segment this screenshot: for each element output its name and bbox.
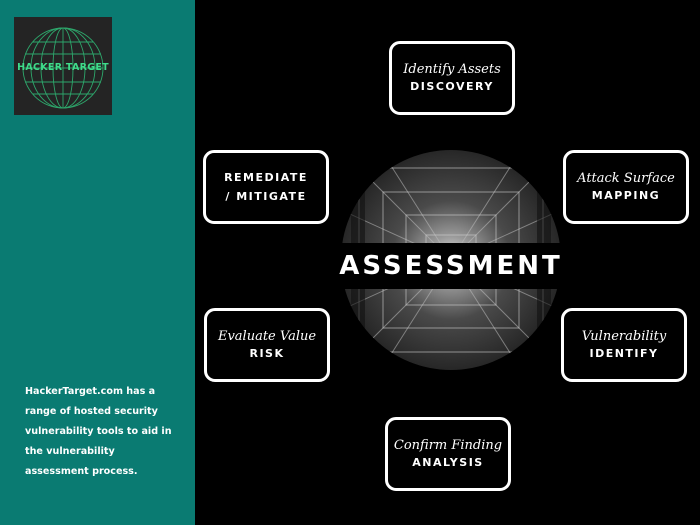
stage-remediate-line2: / MITIGATE <box>225 190 307 203</box>
stage-discovery-caption: DISCOVERY <box>410 80 494 93</box>
stage-analysis-caption: ANALYSIS <box>412 456 484 469</box>
stage-identify-caption: IDENTIFY <box>589 347 659 360</box>
sidebar-description: HackerTarget.com has a range of hosted security vulnerability tools to aid in the vulnerability assessment process. <box>25 386 172 477</box>
stage-risk-title: Evaluate Value <box>217 329 317 344</box>
stage-remediate[interactable] <box>203 150 329 224</box>
stage-identify[interactable] <box>561 308 687 382</box>
stage-discovery[interactable] <box>389 41 515 115</box>
stage-mapping-title: Attack Surface <box>577 171 675 186</box>
stage-discovery-title: Identify Assets <box>403 62 501 77</box>
stage-risk[interactable] <box>204 308 330 382</box>
stage-mapping-caption: MAPPING <box>591 189 661 202</box>
stage-remediate-line1: REMEDIATE <box>224 171 308 184</box>
stage-mapping[interactable] <box>563 150 689 224</box>
sidebar <box>0 0 195 525</box>
stage-risk-caption: RISK <box>249 347 285 360</box>
assessment-label: ASSESSMENT <box>339 251 563 281</box>
hacker-target-logo[interactable] <box>14 17 112 115</box>
stage-analysis-title: Confirm Finding <box>393 438 503 453</box>
stage-analysis[interactable] <box>385 417 511 491</box>
logo-text: HACKER TARGET <box>17 62 109 73</box>
stage-identify-title: Vulnerability <box>581 329 667 344</box>
